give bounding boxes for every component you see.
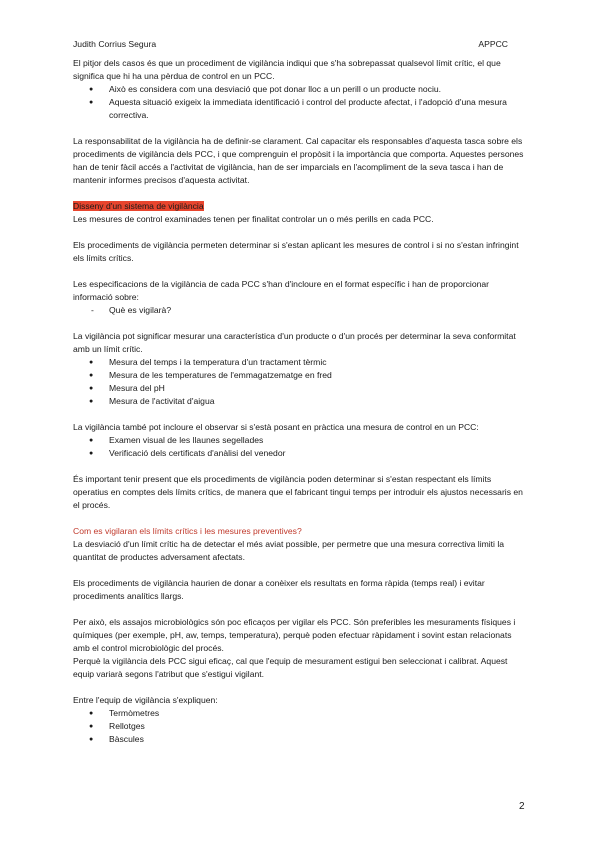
- highlighted-heading: Disseny d'un sistema de vigilància: [73, 201, 204, 211]
- list-item: ● Mesura del pH: [73, 382, 525, 395]
- list-item: ● Bàscules: [73, 733, 525, 746]
- document-title: APPCC: [478, 39, 508, 49]
- section-heading: [73, 200, 525, 213]
- list-item: ● Mesura de les temperatures de l'emmagatzematge en fred: [73, 369, 525, 382]
- document-body: [73, 57, 525, 746]
- paragraph: Els procediments de vigilància haurien de donar a conèixer els resultats en forma ràpida (temps real) i evitar procediments analítics llargs.: [73, 578, 485, 601]
- list-item: - Què es vigilarà?: [73, 304, 525, 317]
- bullet-list: [73, 434, 525, 460]
- bullet-list: [73, 707, 525, 746]
- paragraph: Perquè la vigilància dels PCC sigui eficaç, cal que l'equip de mesurament estigui ben seleccionat i calibrat. Aquest equip variarà segons l'atribut que s'estigui vigilant.: [73, 656, 508, 679]
- list-item: ● Termòmetres: [73, 707, 525, 720]
- paragraph: Les especificacions de la vigilància de cada PCC s'han d'incloure en el format específic i han de proporcionar informació sobre:: [73, 279, 490, 302]
- bullet-list: [73, 83, 525, 122]
- paragraph: Els procediments de vigilància permeten determinar si s'estan aplicant les mesures de control i si no s'estan infringint els límits crítics.: [73, 240, 519, 263]
- page-number: 2: [519, 801, 525, 812]
- list-item: ● Mesura del temps i la temperatura d'un tractament tèrmic: [73, 356, 525, 369]
- list-item: ● Això es considera com una desviació que pot donar lloc a un perill o un producte nociu.: [73, 83, 525, 96]
- paragraph: El pitjor dels casos és que un procediment de vigilància indiqui que s'ha sobrepassat qualsevol límit crític, el que significa que hi ha una pèrdua de control en un PCC.: [73, 58, 501, 81]
- section-heading: Com es vigilaran els límits crítics i les mesures preventives?: [73, 526, 302, 536]
- paragraph: Per això, els assajos microbiològics són poc eficaços per vigilar els PCC. Són preferibles les mesuraments físiques i químiques (per exemple, pH, aw, temps, temperatura), perquè poden efectuar ràpidament i sovint estan relacionats amb el control microbiològic del procés.: [73, 617, 516, 653]
- author-name: Judith Corrius Segura: [73, 39, 157, 49]
- paragraph: La vigilància també pot incloure el observar si s'està posant en pràctica una mesura de control en un PCC:: [73, 422, 479, 432]
- page-header: [73, 38, 508, 51]
- paragraph: La vigilància pot significar mesurar una característica d'un producte o d'un procés per determinar la seva conformitat amb un límit crític.: [73, 331, 516, 354]
- paragraph: La desviació d'un límit crític ha de detectar el més aviat possible, per permetre que una mesura correctiva limiti la quantitat de productes adversament afectats.: [73, 539, 505, 562]
- paragraph: Entre l'equip de vigilància s'expliquen:: [73, 695, 218, 705]
- list-item: ● Examen visual de les llaunes segellades: [73, 434, 525, 447]
- paragraph: És important tenir present que els procediments de vigilància poden determinar si s'estan respectant els límits operatius en comptes dels límits crítics, de manera que el fabricant tingui temps per introduir els ajustos necessaris en el procés.: [73, 474, 523, 510]
- list-item: ● Aquesta situació exigeix la immediata identificació i control del producte afectat, i l'adopció d'una mesura correctiva.: [73, 96, 525, 122]
- paragraph: La responsabilitat de la vigilància ha de definir-se clarament. Cal capacitar els responsables d'aquesta tasca sobre els procediments de vigilància dels PCC, i que comprenguin el propòsit i la importància que comporta. Aquestes persones han de tenir fàcil accés a l'activitat de vigilància, han de ser imparcials en l'acompliment de la seva tasca i han de mantenir informes precisos d'aquesta activitat.: [73, 136, 524, 185]
- bullet-list: [73, 356, 525, 408]
- list-item: ● Verificació dels certificats d'anàlisi del venedor: [73, 447, 525, 460]
- paragraph: Les mesures de control examinades tenen per finalitat controlar un o més perills en cada PCC.: [73, 214, 434, 224]
- list-item: ● Mesura de l'activitat d'aigua: [73, 395, 525, 408]
- list-item: ● Rellotges: [73, 720, 525, 733]
- dash-list: [73, 304, 525, 317]
